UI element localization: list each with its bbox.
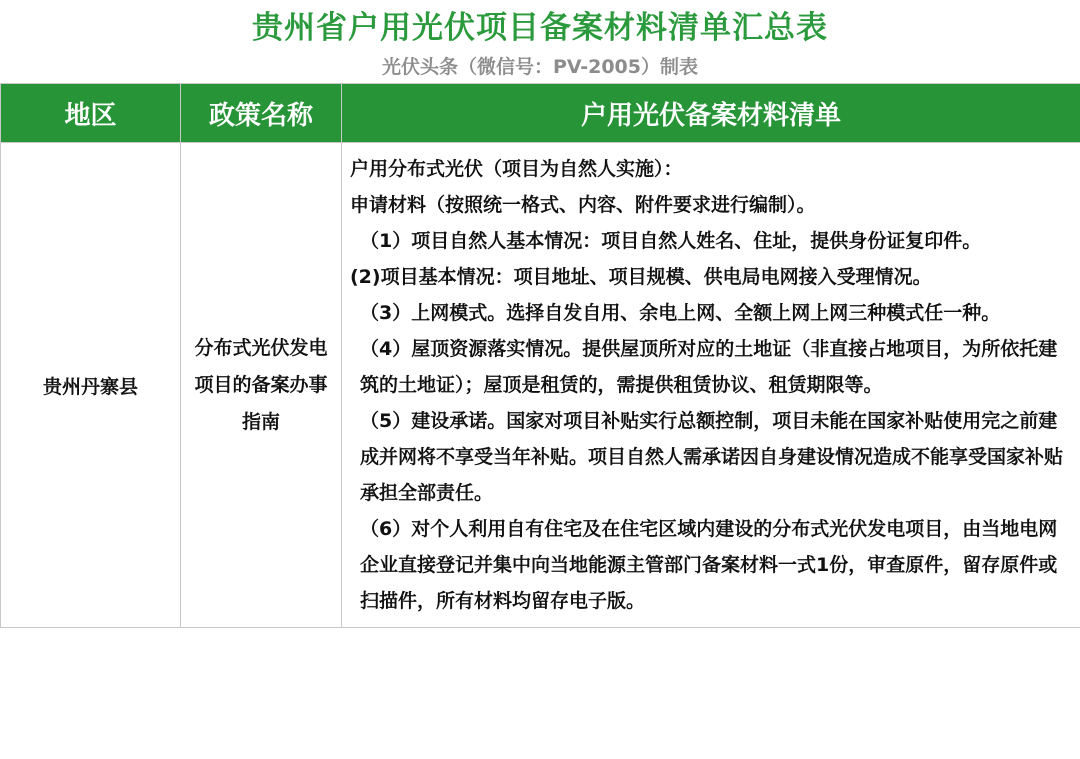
materials-line: 申请材料（按照统一格式、内容、附件要求进行编制）。 [350,194,816,216]
materials-line: （1）项目自然人基本情况：项目自然人姓名、住址，提供身份证复印件。 [360,230,982,252]
materials-cell [342,143,1080,628]
column-header-materials: 户用光伏备案材料清单 [342,84,1080,143]
materials-line: （3）上网模式。选择自发自用、余电上网、全额上网上网三种模式任一种。 [360,302,1001,324]
materials-line: （4）屋顶资源落实情况。提供屋顶所对应的土地证（非直接占地项目，为所依托建筑的土地证）；屋顶是租赁的，需提供租赁协议、租赁期限等。 [360,338,1058,396]
column-header-region: 地区 [1,84,181,143]
materials-line: （5）建设承诺。国家对项目补贴实行总额控制，项目未能在国家补贴使用完之前建成并网将不享受当年补贴。项目自然人需承诺因自身建设情况造成不能享受国家补贴承担全部责任。 [360,410,1064,504]
table-row [1,143,1080,628]
table-header-row [1,84,1080,143]
page-title: 贵州省户用光伏项目备案材料清单汇总表 [252,10,828,46]
policy-cell: 分布式光伏发电项目的备案办事指南 [181,143,342,628]
materials-line: 户用分布式光伏（项目为自然人实施）： [350,158,683,180]
region-cell: 贵州丹寨县 [1,143,181,628]
materials-line: (2)项目基本情况：项目地址、项目规模、供电局电网接入受理情况。 [350,266,932,288]
filing-materials-table [0,83,1080,628]
materials-line: （6）对个人利用自有住宅及在住宅区域内建设的分布式光伏发电项目，由当地电网企业直接登记并集中向当地能源主管部门备案材料一式1份，审查原件，留存原件或扫描件，所有材料均留存电子版。 [360,518,1058,612]
page-subtitle: 光伏头条（微信号：PV-2005）制表 [381,56,698,78]
column-header-policy: 政策名称 [181,84,342,143]
